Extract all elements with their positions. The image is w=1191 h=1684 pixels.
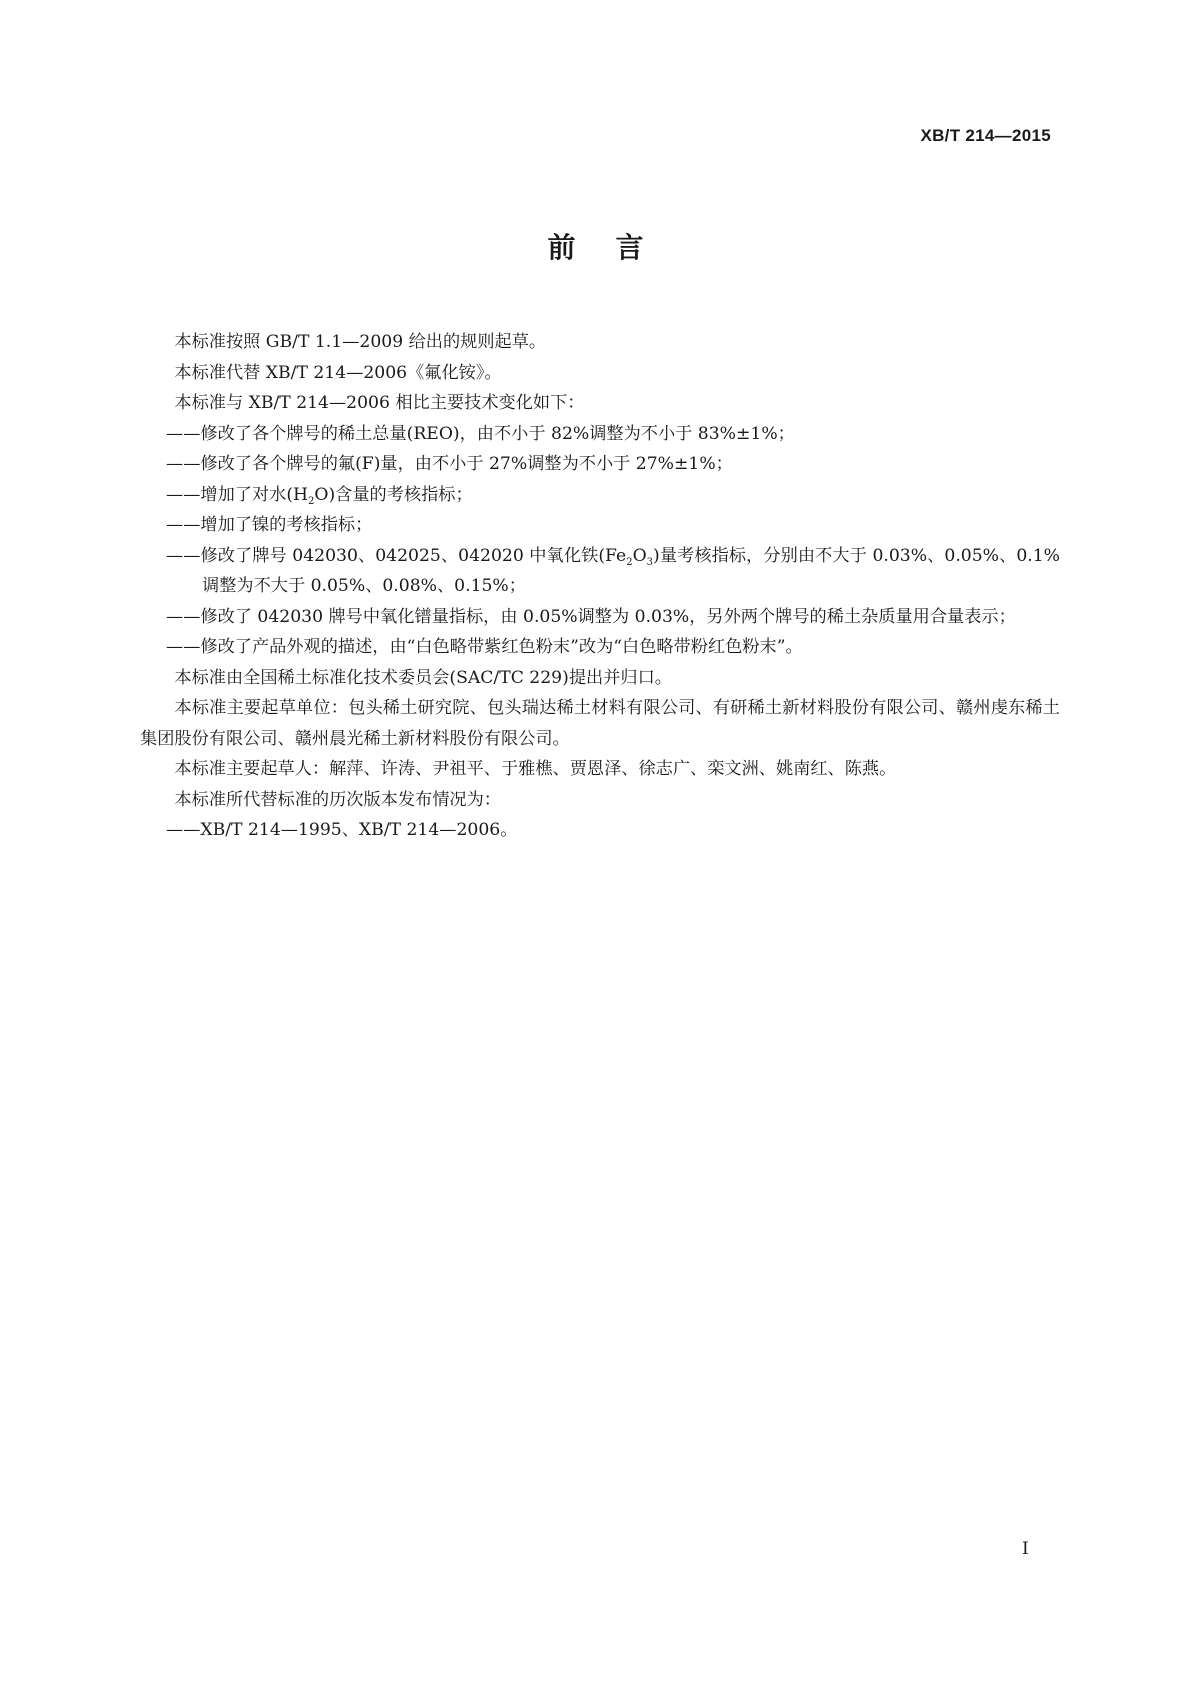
list-item-fluorine-change: ——修改了各个牌号的氟(F)量，由不小于 27%调整为不小于 27%±1%； — [166, 454, 733, 474]
list-item-water-index — [140, 480, 1060, 511]
list-item-nickel-index: ——增加了镍的考核指标； — [166, 515, 373, 535]
subscript: 3 — [646, 556, 654, 568]
paragraph-drafting-rules: 本标准按照 GB/T 1.1—2009 给出的规则起草。 — [174, 332, 547, 352]
subscript: 2 — [626, 556, 633, 568]
subscript: 2 — [308, 495, 315, 507]
document-body — [140, 327, 1060, 846]
item-text: ——修改了牌号 042030、042025、042020 中氧化铁(Fe — [166, 545, 627, 566]
paragraph-committee: 本标准由全国稀土标准化技术委员会(SAC/TC 229)提出并归口。 — [174, 667, 672, 688]
item-text: O — [632, 545, 647, 566]
list-item-praseodymium-change: ——修改了 042030 牌号中氧化镨量指标，由 0.05%调整为 0.03%，另外两个牌号的稀土杂质量用合量表示； — [166, 606, 1016, 627]
paragraph-drafting-units: 本标准主要起草单位：包头稀土研究院、包头瑞达稀土材料有限公司、有研稀土新材料股份有限公司、赣州虔东稀土集团股份有限公司、赣州晨光稀土新材料股份有限公司。 — [140, 698, 1060, 749]
list-item-appearance-change: ——修改了产品外观的描述，由“白色略带紫红色粉末”改为“白色略带粉红色粉末”。 — [166, 637, 803, 657]
standard-code: XB/T 214—2015 — [920, 126, 1051, 145]
list-item-previous-versions: ——XB/T 214—1995、XB/T 214—2006。 — [166, 820, 518, 840]
item-text: O)含量的考核指标； — [314, 484, 473, 505]
paragraph-changes-intro: 本标准与 XB/T 214—2006 相比主要技术变化如下： — [174, 393, 585, 413]
paragraph-replaces: 本标准代替 XB/T 214—2006《氟化铵》。 — [174, 362, 502, 383]
item-text: ——增加了对水(H — [166, 484, 309, 505]
list-item-reo-change: ——修改了各个牌号的稀土总量(REO)，由不小于 82%调整为不小于 83%±1%； — [166, 423, 795, 444]
item-text: )量考核指标，分别由不大于 0.03%、0.05%、0.1%调整为不大于 0.05%、0.08%、0.15%； — [202, 545, 1060, 596]
paragraph-history-intro: 本标准所代替标准的历次版本发布情况为： — [174, 789, 501, 810]
list-item-iron-oxide-change — [140, 541, 1060, 602]
page-number: I — [1022, 1539, 1029, 1559]
paragraph-drafters: 本标准主要起草人：解萍、许涛、尹祖平、于雅樵、贾恩泽、徐志广、栾文洲、姚南红、陈燕。 — [174, 759, 897, 779]
page-title: 前言 — [547, 231, 684, 264]
